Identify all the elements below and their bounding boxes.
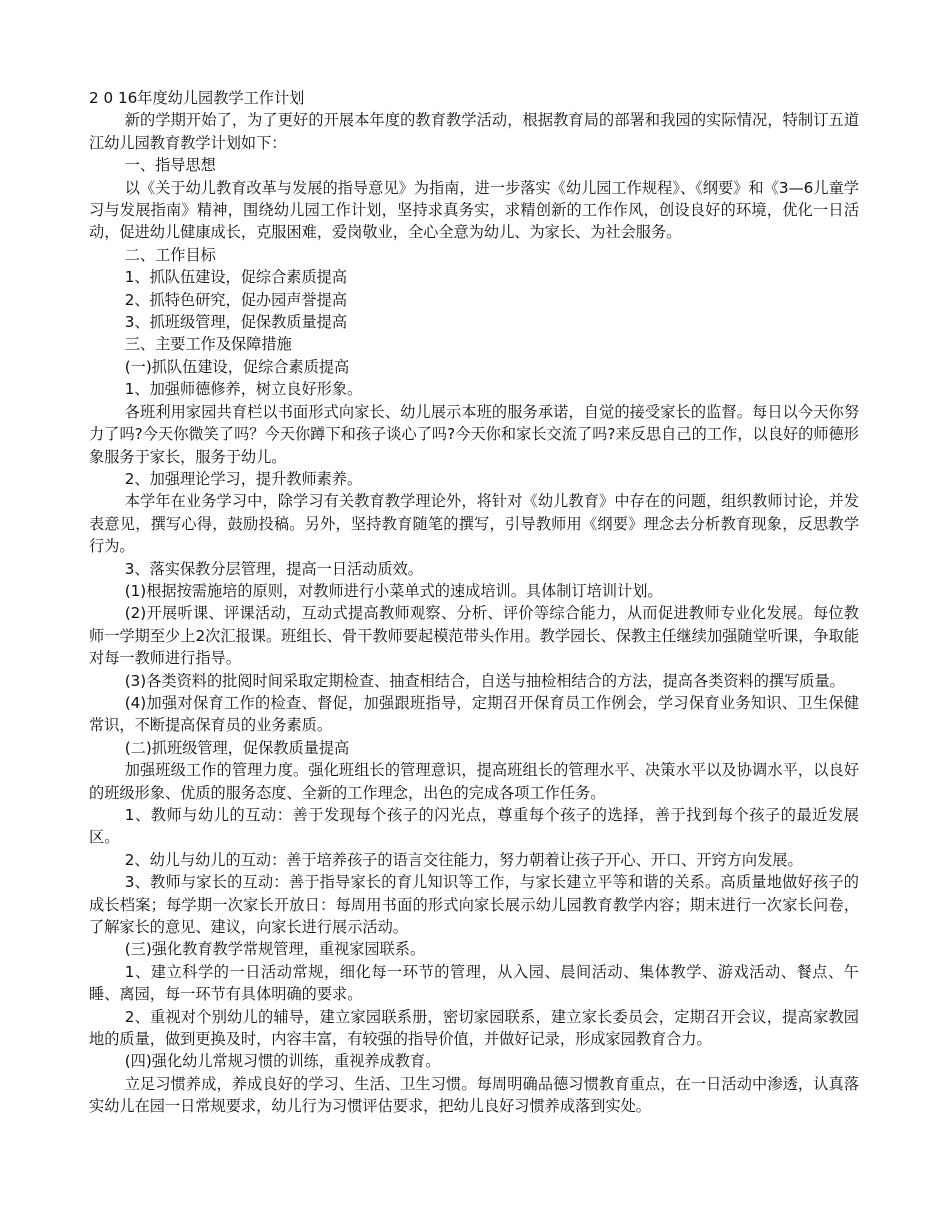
list-item: 1、建立科学的一日活动常规，细化每一环节的管理，从入园、晨间活动、集体教学、游戏活动、餐点、午睡、离园，每一环节有具体明确的要求。 (89, 962, 859, 1004)
section-heading: 一、指导思想 (124, 156, 216, 175)
list-item: 3、教师与家长的互动：善于指导家长的育儿知识等工作，与家长建立平等和谐的关系。高质量地做好孩子的成长档案；每学期一次家长开放日：每周用书面的形式向家长展示幼儿园教育教学内容；期末进行一次家长问卷，了解家长的意见、建议，向家长进行展示活动。 (89, 873, 859, 937)
body-paragraph: 加强班级工作的管理力度。强化班组长的管理意识，提高班组长的管理水平、决策水平以及协调水平，以良好的班级形象、优质的服务态度、全新的工作理念，出色的完成各项工作任务。 (89, 761, 859, 802)
goal-item: 3、抓班级管理，促保教质量提高 (124, 313, 348, 332)
body-paragraph: 以《关于幼儿教育改革与发展的指导意见》为指南，进一步落实《幼儿园工作规程》、《纲要》和《3—6儿童学习与发展指南》精神，围绕幼儿园工作计划，坚持求真务实，求精创新的工作作风，创设良好的环境，优化一日活动，促进幼儿健康成长，克服困难，爱岗敬业，全心全意为幼儿、为家长、为社会服务。 (89, 178, 859, 242)
body-paragraph: 本学年在业务学习中，除学习有关教育教学理论外，将针对《幼儿教育》中存在的问题，组织教师讨论，并发表意见，撰写心得，鼓励投稿。另外，坚持教育随笔的撰写，引导教师用《纲要》理念去分析教育现象，反思教学行为。 (89, 492, 859, 556)
list-item: (2)开展听课、评课活动，互动式提高教师观察、分析、评价等综合能力，从而促进教师专业化发展。每位教师一学期至少上2次汇报课。班组长、骨干教师要起模范带头作用。教学园长、保教主任继续加强随堂听课，争取能对每一教师进行指导。 (89, 604, 859, 668)
document-title: 2 0 16年度幼儿园教学工作计划 (89, 89, 305, 107)
list-item: (3)各类资料的批阅时间采取定期检查、抽查相结合，自送与抽检相结合的方法，提高各类资料的撰写质量。 (124, 671, 845, 690)
body-paragraph: 立足习惯养成，养成良好的学习、生活、卫生习惯。每周明确品德习惯教育重点，在一日活动中渗透，认真落实幼儿在园一日常规要求，幼儿行为习惯评估要求，把幼儿良好习惯养成落到实处。 (89, 1074, 859, 1116)
list-item: 2、重视对个别幼儿的辅导，建立家园联系册，密切家园联系，建立家长委员会，定期召开会议，提高家教园地的质量，做到更换及时，内容丰富，有较强的指导价值，并做好记录，形成家园教育合力。 (89, 1007, 859, 1049)
document-page (89, 87, 859, 1118)
item-heading: 3、落实保教分层管理，提高一日活动质效。 (124, 559, 423, 578)
item-heading: 1、加强师德修养，树立良好形象。 (124, 380, 363, 399)
goal-item: 2、抓特色研究，促办园声誉提高 (124, 290, 348, 309)
section-heading: 二、工作目标 (124, 245, 216, 264)
intro-paragraph: 新的学期开始了，为了更好的开展本年度的教育教学活动，根据教育局的部署和我园的实际情况，特制订五道江幼儿园教育教学计划如下： (89, 111, 859, 152)
list-item: (4)加强对保育工作的检查、督促，加强跟班指导，定期召开保育员工作例会，学习保育业务知识、卫生保健常识，不断提高保育员的业务素质。 (89, 693, 859, 735)
subsection-heading: (一)抓队伍建设，促综合素质提高 (124, 357, 350, 376)
body-paragraph: 各班利用家园共育栏以书面形式向家长、幼儿展示本班的服务承诺，自觉的接受家长的监督。每日以今天你努力了吗?今天你微笑了吗？今天你蹲下和孩子谈心了吗?今天你和家长交流了吗?来反思自己的工作，以良好的师德形象服务于家长，服务于幼儿。 (89, 402, 859, 466)
list-item: 1、教师与幼儿的互动：善于发现每个孩子的闪光点，尊重每个孩子的选择，善于找到每个孩子的最近发展区。 (89, 806, 859, 847)
item-heading: 2、加强理论学习，提升教师素养。 (124, 469, 363, 488)
list-item: (1)根据按需施培的原则，对教师进行小菜单式的速成培训。具体制订培训计划。 (124, 581, 663, 600)
section-heading: 三、主要工作及保障措施 (124, 335, 292, 354)
subsection-heading: (二)抓班级管理，促保教质量提高 (124, 738, 350, 757)
subsection-heading: (四)强化幼儿常规习惯的训练，重视养成教育。 (124, 1052, 441, 1071)
subsection-heading: (三)强化教育教学常规管理，重视家园联系。 (124, 940, 426, 959)
list-item: 2、幼儿与幼儿的互动：善于培养孩子的语言交往能力，努力朝着让孩子开心、开口、开窍方向发展。 (124, 850, 803, 869)
goal-item: 1、抓队伍建设，促综合素质提高 (124, 268, 348, 287)
